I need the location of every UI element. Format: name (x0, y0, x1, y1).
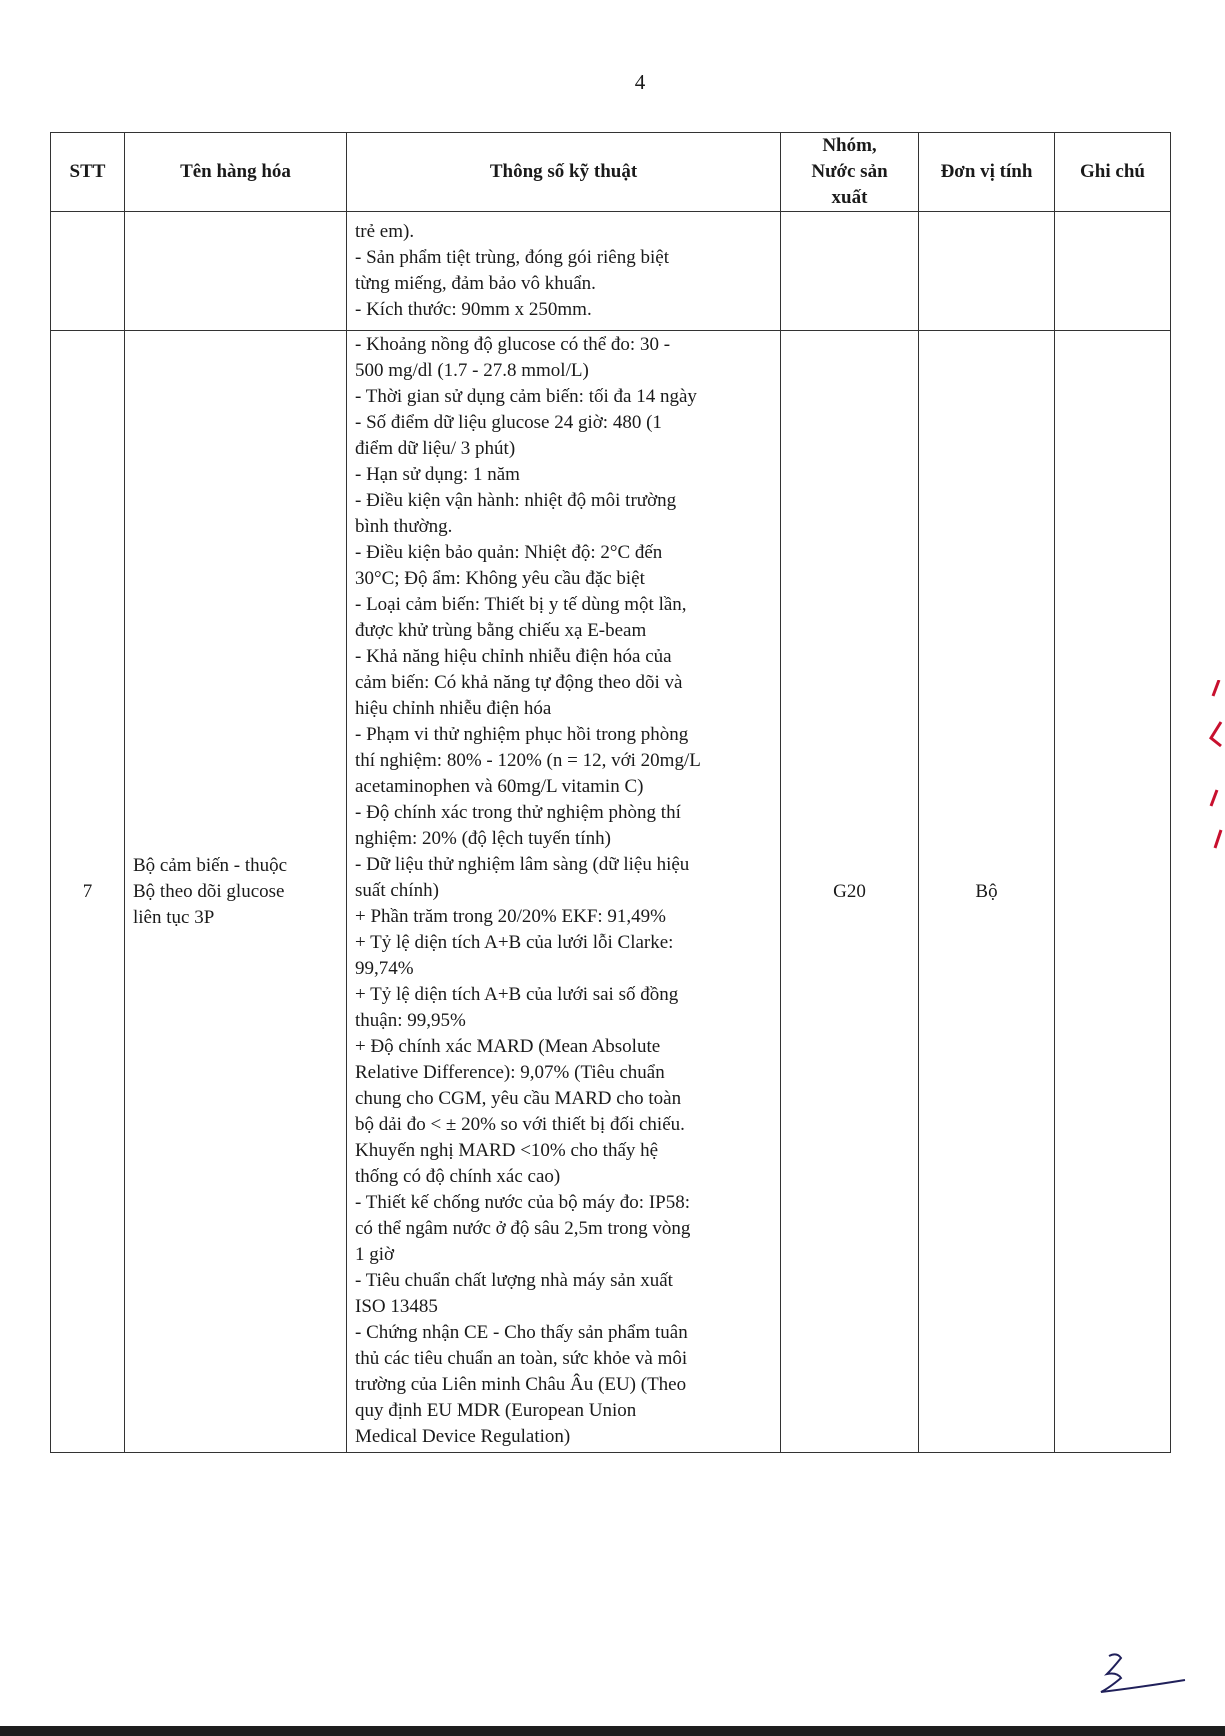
spec-line: - Khả năng hiệu chỉnh nhiễu điện hóa của (355, 646, 672, 667)
header-group-line: Nhóm, (822, 135, 877, 156)
spec-line: thủ các tiêu chuẩn an toàn, sức khỏe và môi (355, 1348, 688, 1369)
table-row-continued (51, 212, 1171, 331)
spec-line: quy định EU MDR (European Union (355, 1400, 637, 1421)
spec-line: điểm dữ liệu/ 3 phút) (355, 438, 516, 459)
spec-line: + Tỷ lệ diện tích A+B của lưới lỗi Clarke: (355, 932, 674, 953)
spec-line: - Điều kiện bảo quản: Nhiệt độ: 2°C đến (355, 542, 663, 563)
header-note: Ghi chú (1055, 133, 1171, 212)
spec-line: thí nghiệm: 80% - 120% (n = 12, với 20mg/L (355, 750, 701, 771)
handwritten-initial-mark (1095, 1648, 1190, 1698)
spec-line: Relative Difference): 9,07% (Tiêu chuẩn (355, 1062, 665, 1083)
spec-line: - Số điểm dữ liệu glucose 24 giờ: 480 (1 (355, 412, 662, 433)
cell-name (125, 212, 347, 331)
spec-line: + Độ chính xác MARD (Mean Absolute (355, 1036, 661, 1057)
spec-line: + Tỷ lệ diện tích A+B của lưới sai số đồng (355, 984, 679, 1005)
spec-line: - Điều kiện vận hành: nhiệt độ môi trường (355, 490, 677, 511)
cell-group (781, 212, 919, 331)
cell-group: G20 (781, 331, 919, 1453)
header-row (51, 133, 1171, 212)
spec-line: trường của Liên minh Châu Âu (EU) (Theo (355, 1374, 687, 1395)
spec-line: - Khoảng nồng độ glucose có thể đo: 30 - (355, 334, 671, 355)
spec-line: - Sản phẩm tiệt trùng, đóng gói riêng biệt (355, 246, 669, 268)
header-group (781, 133, 919, 212)
spec-line: + Phần trăm trong 20/20% EKF: 91,49% (355, 906, 666, 927)
header-stt: STT (51, 133, 125, 212)
spec-line: từng miếng, đảm bảo vô khuẩn. (355, 272, 596, 294)
spec-line: Medical Device Regulation) (355, 1426, 571, 1447)
spec-line: - Loại cảm biến: Thiết bị y tế dùng một lần, (355, 594, 687, 615)
spec-line: suất chính) (355, 880, 439, 901)
table-row-7 (51, 331, 1171, 1453)
spec-line: 1 giờ (355, 1244, 395, 1265)
scan-bottom-edge (0, 1726, 1225, 1736)
spec-line: bình thường. (355, 516, 453, 537)
header-name: Tên hàng hóa (125, 133, 347, 212)
spec-line: - Kích thước: 90mm x 250mm. (355, 298, 592, 320)
spec-line: bộ dải đo < ± 20% so với thiết bị đối chiếu. (355, 1114, 685, 1135)
cell-stt: 7 (51, 331, 125, 1453)
spec-line: - Độ chính xác trong thử nghiệm phòng thí (355, 802, 681, 823)
spec-line: hiệu chỉnh nhiễu điện hóa (355, 698, 552, 719)
header-unit: Đơn vị tính (919, 133, 1055, 212)
spec-line: acetaminophen và 60mg/L vitamin C) (355, 776, 644, 797)
spec-line: Khuyến nghị MARD <10% cho thấy hệ (355, 1140, 659, 1161)
spec-line: được khử trùng bằng chiếu xạ E-beam (355, 620, 647, 641)
spec-line: - Tiêu chuẩn chất lượng nhà máy sản xuất (355, 1270, 673, 1291)
name-line: Bộ cảm biến - thuộc (133, 854, 288, 876)
cell-spec (347, 212, 781, 331)
name-line: Bộ theo dõi glucose (133, 880, 285, 902)
spec-line: trẻ em). (355, 220, 415, 242)
spec-line: - Chứng nhận CE - Cho thấy sản phẩm tuân (355, 1322, 688, 1343)
spec-line: nghiệm: 20% (độ lệch tuyến tính) (355, 828, 611, 849)
cell-spec (347, 331, 781, 1453)
cell-note (1055, 331, 1171, 1453)
spec-line: có thể ngâm nước ở độ sâu 2,5m trong vòng (355, 1218, 691, 1239)
red-stamp-edge-mark (1207, 680, 1225, 850)
spec-line: - Hạn sử dụng: 1 năm (355, 464, 520, 485)
cell-unit (919, 212, 1055, 331)
spec-line: - Thiết kế chống nước của bộ máy đo: IP58: (355, 1192, 691, 1213)
cell-name (125, 331, 347, 1453)
header-spec: Thông số kỹ thuật (347, 133, 781, 212)
spec-line: ISO 13485 (355, 1296, 438, 1317)
header-group-line: xuất (831, 187, 868, 208)
page-number: 4 (634, 70, 646, 94)
cell-stt (51, 212, 125, 331)
spec-line: 500 mg/dl (1.7 - 27.8 mmol/L) (355, 360, 589, 381)
spec-line: - Thời gian sử dụng cảm biến: tối đa 14 ngày (355, 386, 697, 407)
spec-line: thống có độ chính xác cao) (355, 1166, 561, 1187)
spec-line: - Phạm vi thử nghiệm phục hồi trong phòng (355, 724, 689, 745)
cell-note (1055, 212, 1171, 331)
spec-line: 30°C; Độ ẩm: Không yêu cầu đặc biệt (355, 568, 645, 589)
header-group-line: Nước sản (811, 161, 888, 182)
spec-line: cảm biến: Có khả năng tự động theo dõi và (355, 672, 683, 693)
spec-line: 99,74% (355, 958, 414, 979)
cell-unit: Bộ (919, 331, 1055, 1453)
spec-line: - Dữ liệu thử nghiệm lâm sàng (dữ liệu hiệu (355, 854, 690, 875)
spec-line: thuận: 99,95% (355, 1010, 466, 1031)
name-line: liên tục 3P (133, 906, 215, 928)
spec-table (50, 132, 1171, 1453)
spec-line: chung cho CGM, yêu cầu MARD cho toàn (355, 1088, 682, 1109)
